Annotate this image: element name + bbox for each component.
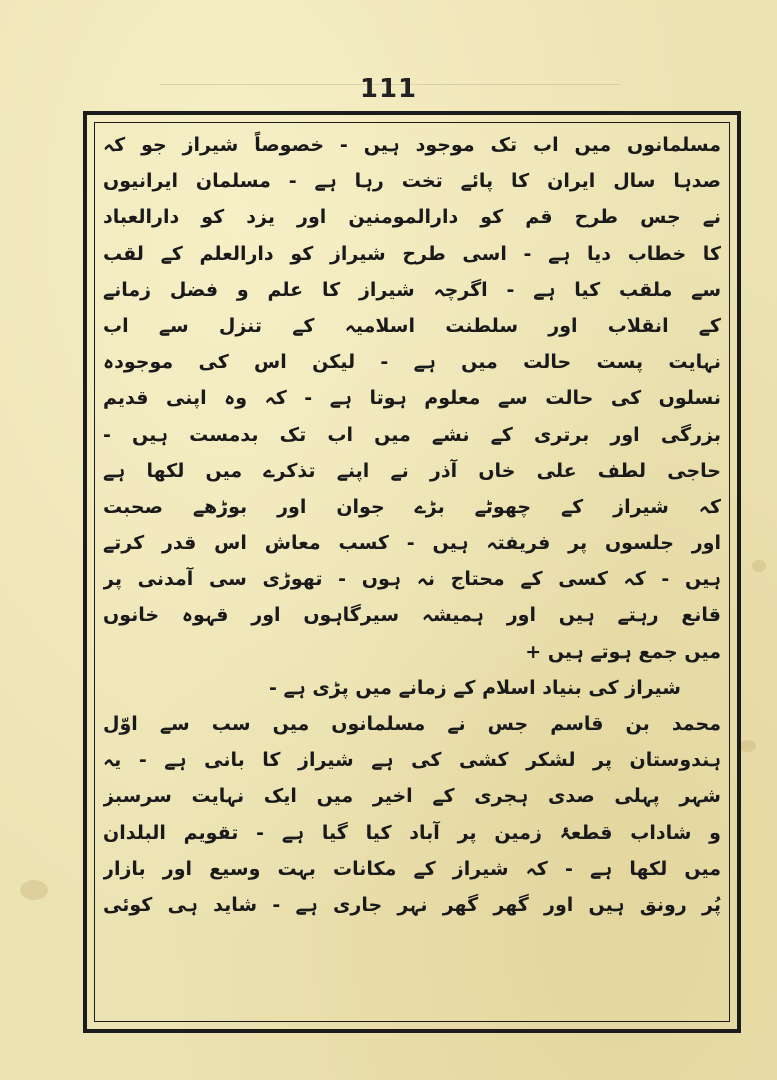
text-line: میں لکھا ہے - کہ شیراز کے مکانات بہت وسیع اور بازار xyxy=(103,857,721,880)
text-line: میں جمع ہوتے ہیں + xyxy=(525,640,721,663)
text-line: شہر پہلی صدی ہجری کے اخیر میں ایک نہایت سرسبز xyxy=(103,785,721,808)
text-line: محمد بن قاسم جس نے مسلمانوں میں سب سے اوّل xyxy=(103,713,721,735)
text-line: مسلمانوں میں اب تک موجود ہیں - خصوصاً شیراز جو کہ xyxy=(103,134,721,156)
paper-stain xyxy=(752,560,766,572)
text-line: نہایت پست حالت میں ہے - لیکن اس کی موجودہ xyxy=(103,351,721,374)
text-line: شیراز کی بنیاد اسلام کے زمانے میں پڑی ہے - xyxy=(268,676,681,699)
text-line: صدہا سال ایران کا پائے تخت رہا ہے - مسلمان ایرانیوں xyxy=(103,170,721,193)
text-line: نسلوں کی حالت سے معلوم ہوتا ہے - کہ وہ اپنی قدیم xyxy=(103,387,721,410)
text-line: کے انقلاب اور سلطنت اسلامیہ کے تنزل سے اب xyxy=(103,314,721,337)
text-line: قانع رہتے ہیں اور ہمیشہ سیرگاہوں اور قہوہ خانوں xyxy=(103,604,721,627)
text-line: و شاداب قطعۂ زمین پر آباد کیا گیا ہے - تقویم البلدان xyxy=(103,821,721,844)
text-line: ہندوستان پر لشکر کشی کی ہے شیراز کا بانی ہے - یہ xyxy=(103,749,721,772)
text-line: کا خطاب دیا ہے - اسی طرح شیراز کو دارالعلم کے لقب xyxy=(103,242,721,265)
text-line: پُر رونق ہیں اور گھر گھر نہر جاری ہے - شاید ہی کوئی xyxy=(103,893,721,916)
text-line: سے ملقب کیا ہے - اگرچہ شیراز کا علم و فضل زمانے xyxy=(103,278,721,301)
text-line: اور جلسوں پر فریفتہ ہیں - کسب معاش اس قدر کرتے xyxy=(103,532,721,555)
page-number: 111 xyxy=(359,74,418,104)
text-body xyxy=(103,127,721,1017)
text-line: ہیں - کہ کسی کے محتاج نہ ہوں - تھوڑی سی آمدنی پر xyxy=(103,568,721,591)
text-line: کہ شیراز کے چھوٹے بڑے جوان اور بوڑھے صحبت xyxy=(103,495,721,518)
paper-stain xyxy=(740,740,756,752)
text-line: نے جس طرح قم کو دارالمومنین اور یزد کو دارالعباد xyxy=(103,206,721,229)
text-frame xyxy=(83,111,741,1033)
text-line: حاجی لطف علی خاں آذر نے اپنے تذکرے میں لکھا ہے xyxy=(103,459,721,482)
paper-stain xyxy=(20,880,48,900)
text-line: بزرگی اور برتری کے نشے میں اب تک بدمست ہیں - xyxy=(103,423,721,446)
